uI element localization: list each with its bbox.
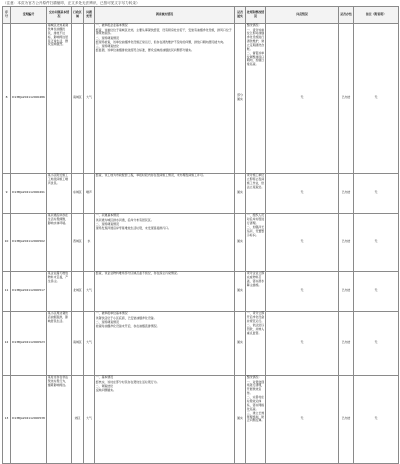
page-caption: （注意：本页为官方公开原件扫描缩印，正文多处无法辨识，已按可见文字尽力转录） — [3, 1, 140, 5]
table-row — [3, 173, 399, 213]
row-region: 南城区 — [72, 23, 84, 173]
row-completed: 已办结 — [339, 271, 354, 311]
row-issue: 南城区北郊某餐饮单位油烟扰民，排放不达标，影响周边居民正常生活，群众反映强烈。 — [47, 23, 72, 173]
handling-line: 二、加强河长巡河，设置警示标识。 — [246, 225, 265, 237]
row-issue: 某河道沿岸存在生活垃圾倾倒，影响水体环境。 — [47, 213, 72, 271]
row-completed: 已办结 — [339, 311, 354, 375]
row-handling — [246, 173, 266, 213]
row-code: D13BJA202112000517 — [11, 271, 47, 311]
row-investigation — [95, 213, 235, 271]
row-code: D13BJA202112000486 — [11, 23, 47, 173]
row-verified: 属实 — [235, 213, 246, 271]
row-note: 无 — [354, 23, 399, 173]
row-completed: 已办结 — [339, 173, 354, 213]
row-investigation — [95, 173, 235, 213]
row-region: 西城区 — [72, 213, 84, 271]
header-code: 受理编号 — [11, 7, 47, 24]
row-region: 北城区 — [72, 271, 84, 311]
row-investigation — [95, 311, 235, 375]
table-row — [3, 375, 399, 463]
row-investigation — [95, 23, 235, 173]
investigation-line: 现场发现河道沿岸零星堆放生活垃圾，未发现直接排污口。 — [95, 225, 171, 230]
handling-line: 一、责令立即开启净化设备并规范运行。 — [246, 311, 265, 323]
row-number: 11 — [3, 271, 11, 311]
row-handling — [246, 213, 266, 271]
row-region: 东城区 — [72, 173, 84, 213]
row-handling — [246, 271, 266, 311]
row-completed: 已办结 — [339, 213, 354, 271]
row-verified: 部分属实 — [235, 23, 246, 173]
table-row — [3, 213, 399, 271]
header-note: 备注（附说明） — [354, 7, 399, 24]
row-handling — [246, 375, 266, 463]
investigation-line: 二、现场调查情况 — [95, 221, 119, 226]
row-accountability: 无 — [266, 311, 339, 375]
row-region: 南城区 — [72, 311, 84, 375]
row-note: 无 — [354, 375, 399, 463]
row-number: 10 — [3, 213, 11, 271]
handling-line: 二、完善村庄垃圾收运体系，落实网格化巡查。 — [246, 395, 265, 411]
investigation-line: 一、基本情况 — [95, 375, 114, 380]
complaint-table — [2, 6, 399, 464]
investigation-line: 一、被举报单位基本情况 — [95, 311, 128, 316]
row-accountability: 无 — [266, 213, 339, 271]
header-region: 行政区域 — [72, 7, 84, 24]
investigation-line: 一、河道基本情况 — [95, 213, 119, 218]
investigation-line: 经查，该工地为市政配套工程，举报时段内存在夜间施工情况，未办理夜间施工许可。 — [95, 173, 206, 178]
row-issue: 某小区附近施工工地夜间施工噪声扰民。 — [47, 173, 72, 213]
row-issue: 某村庄存在非法焚烧垃圾行为，烟雾影响周边。 — [47, 375, 72, 463]
row-verified: 属实 — [235, 173, 246, 213]
header-verified: 是否属实 — [235, 7, 246, 24]
header-completed: 是否办结 — [339, 7, 354, 24]
investigation-line: 该餐饮店位于小区底商，已安装油烟净化设备。 — [95, 315, 157, 320]
investigation-line: 经现场检查，该单位油烟净化设施正常运行，但存在清洗维护不及时的问题，排放口朝向居民楼方向。 — [95, 39, 226, 44]
row-investigation — [95, 271, 235, 311]
row-type: 大气 — [84, 311, 95, 375]
row-accountability: 无 — [266, 271, 339, 311]
row-accountability: 无 — [266, 23, 339, 173]
row-type: 水 — [84, 213, 95, 271]
row-number: 9 — [3, 173, 11, 213]
investigation-line: 检查时油烟净化设备未开启，存在油烟直排情况。 — [95, 323, 160, 328]
header-type: 问题类型 — [84, 7, 95, 24]
investigation-line: 一、被举报企业基本情况 — [95, 23, 128, 28]
row-code: D13BJA202112000538 — [11, 375, 47, 463]
row-type: 噪声 — [84, 173, 95, 213]
investigation-line: 经查，该单位位于南城区北郊，主要从事餐饮经营，设有厨房灶台若干，安装有油烟净化设施，排风口位于建筑物顶部。 — [95, 27, 232, 36]
row-code: D13BJA202112000491 — [11, 173, 47, 213]
header-handling: 处理和整改情况 — [246, 7, 266, 24]
investigation-line: 反映问题属实。 — [95, 387, 117, 392]
handling-line: 整改情况： — [246, 375, 262, 380]
row-number: 8 — [3, 23, 11, 173]
row-verified: 属实 — [235, 271, 246, 311]
row-note: 无 — [354, 173, 399, 213]
row-investigation — [95, 375, 235, 463]
row-code: D13BJA202112000523 — [11, 311, 47, 375]
investigation-line: 经查，该企业物料堆场部分区域苫盖不到位，存在扬尘污染情况。 — [95, 271, 180, 276]
handling-line: 一、对焚烧现场进行清理，开展禁烧宣传。 — [246, 379, 265, 395]
handling-line: 一、责令该单位立即对油烟净化设施进行清洗维护，建立定期清洗台账。 — [246, 27, 265, 51]
row-code: D13BJA202112000502 — [11, 213, 47, 271]
row-verified: 属实 — [235, 375, 246, 463]
handling-line: 三、建立长效管理机制，防止问题反弹。 — [246, 410, 265, 423]
investigation-line: 三、现场调查结论 — [95, 43, 119, 48]
handling-line: 一、组织人员对沿岸垃圾进行清理。 — [246, 213, 265, 225]
row-type: 大气 — [84, 375, 95, 463]
table-header-row — [3, 7, 399, 24]
row-number: 13 — [3, 375, 11, 463]
row-verified: 属实 — [235, 311, 246, 375]
handling-line: 整改情况： — [246, 23, 262, 28]
header-issue: 交办问题基本情况 — [47, 7, 72, 24]
handling-line: 责令施工单位立即停止夜间施工作业，依法立案查处。 — [246, 173, 265, 189]
row-number: 12 — [3, 311, 11, 375]
row-issue: 某企业露天堆放物料未苫盖，产生扬尘。 — [47, 271, 72, 311]
investigation-line: 二、调查结论 — [95, 383, 114, 388]
header-accountability: 问责情况 — [266, 7, 339, 24]
investigation-line: 经监测，该单位油烟排放浓度符合标准，群众反映的油烟扰民问题部分属实。 — [95, 48, 195, 53]
investigation-line: 二、现场调查情况 — [95, 319, 119, 324]
row-handling — [246, 23, 266, 173]
header-investigation: 调查核实情况 — [95, 7, 235, 24]
investigation-line: 二、现场调查情况 — [95, 35, 119, 40]
header-no: 序号 — [3, 7, 11, 24]
row-type: 大气 — [84, 271, 95, 311]
row-completed: 已办结 — [339, 375, 354, 463]
row-issue: 某小区周边餐饮店油烟直排，影响居民生活。 — [47, 311, 72, 375]
row-handling — [246, 311, 266, 375]
row-note: 无 — [354, 311, 399, 375]
row-note: 无 — [354, 271, 399, 311]
row-completed: 已办结 — [339, 23, 354, 173]
row-note: 无 — [354, 213, 399, 271]
table-row — [3, 23, 399, 173]
handling-line: 二、依法处以罚款，并纳入重点监管。 — [246, 323, 265, 335]
handling-line: 二、督促该单位调整排风口朝向，加强日常巡查。 — [246, 50, 265, 67]
handling-line: 责令企业立即完成物料苫盖，落实洒水降尘措施。 — [246, 271, 265, 287]
row-type: 大气 — [84, 23, 95, 173]
table-row — [3, 271, 399, 311]
investigation-line: 经核实，该村庄部分村民存在焚烧生活垃圾行为。 — [95, 379, 160, 384]
row-accountability: 无 — [266, 375, 339, 463]
table-row — [3, 311, 399, 375]
row-region: 郊区 — [72, 375, 84, 463]
row-accountability: 无 — [266, 173, 339, 213]
investigation-line: 该河道为城区排水河道，沿岸分布有居民区。 — [95, 217, 154, 222]
